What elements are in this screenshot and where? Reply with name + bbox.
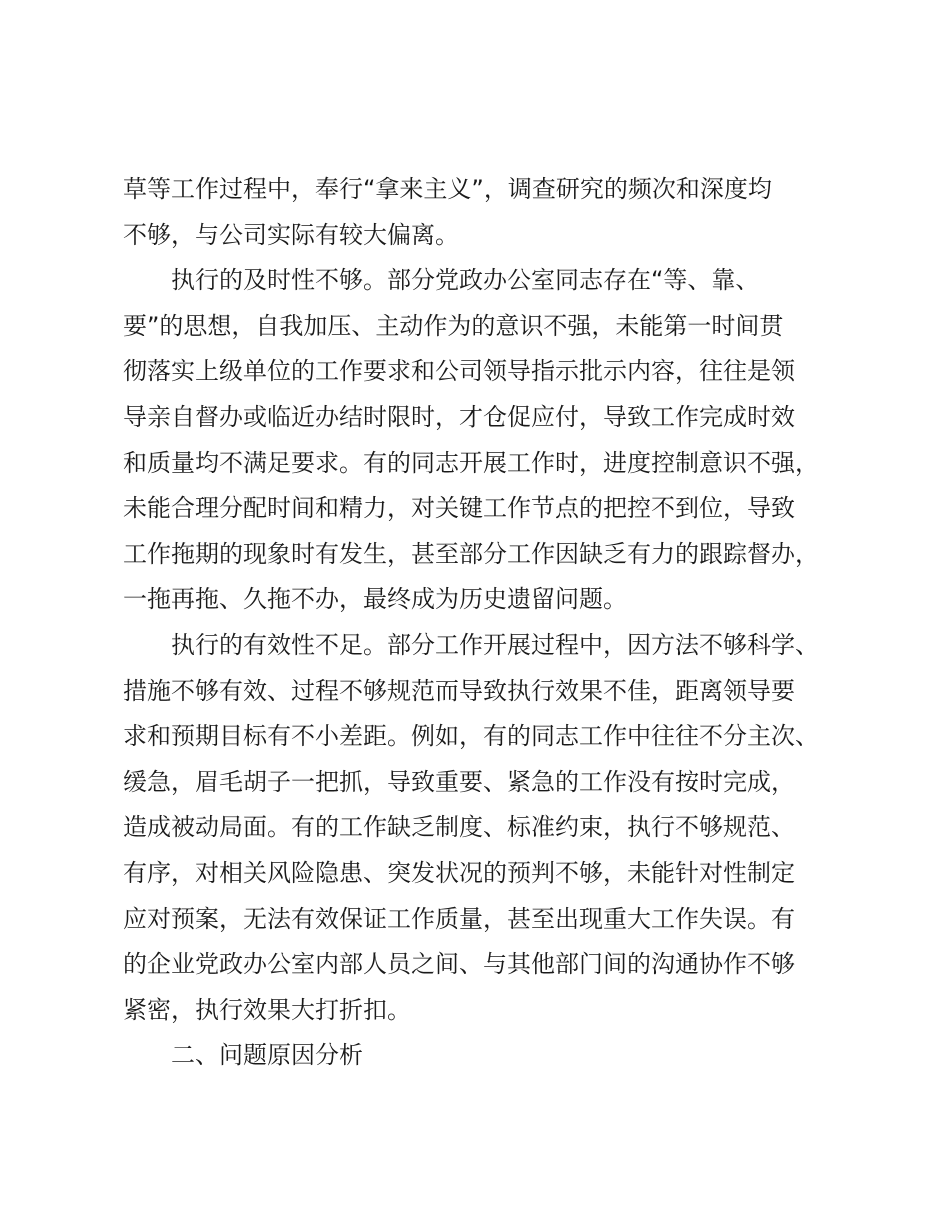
text-line: 草等工作过程中，奉行“拿来主义”，调查研究的频次和深度均 bbox=[123, 175, 772, 203]
text-line: 要”的思想，自我加压、主动作为的意识不强，未能第一时间贯 bbox=[123, 311, 784, 340]
text-line: 缓急，眉毛胡子一把抓，导致重要、紧急的工作没有按时完成， bbox=[123, 767, 795, 796]
text-line: 的企业党政办公室内部人员之间、与其他部门间的沟通协作不够 bbox=[123, 950, 795, 979]
text-line: 彻落实上级单位的工作要求和公司领导指示批示内容，往往是领 bbox=[123, 357, 795, 386]
text-line: 求和预期目标有不小差距。例如，有的同志工作中往往不分主次、 bbox=[123, 722, 819, 751]
text-line: 有序，对相关风险隐患、突发状况的预判不够，未能针对性制定 bbox=[123, 858, 795, 887]
text-line: 不够，与公司实际有较大偏离。 bbox=[123, 220, 459, 249]
text-line: 造成被动局面。有的工作缺乏制度、标准约束，执行不够规范、 bbox=[123, 813, 795, 842]
text-line: 导亲自督办或临近办结时限时，才仓促应付，导致工作完成时效 bbox=[123, 402, 795, 431]
text-line: 紧密，执行效果大打折扣。 bbox=[123, 995, 411, 1024]
paragraph bbox=[123, 623, 843, 1033]
text-line: 执行的有效性不足。部分工作开展过程中，因方法不够科学、 bbox=[171, 630, 819, 659]
text-line: 和质量均不满足要求。有的同志开展工作时，进度控制意识不强， bbox=[123, 448, 819, 477]
paragraph bbox=[123, 258, 843, 623]
text-line: 工作拖期的现象时有发生，甚至部分工作因缺乏有力的跟踪督办， bbox=[123, 539, 819, 568]
text-line: 应对预案，无法有效保证工作质量，甚至出现重大工作失误。有 bbox=[123, 904, 795, 933]
text-line: 未能合理分配时间和精力，对关键工作节点的把控不到位，导致 bbox=[123, 494, 795, 523]
text-line: 执行的及时性不够。部分党政办公室同志存在“等、靠、 bbox=[171, 266, 760, 295]
text-line: 措施不够有效、过程不够规范而导致执行效果不佳，距离领导要 bbox=[123, 676, 795, 705]
text-line: 二、问题原因分析 bbox=[171, 1041, 363, 1070]
paragraph bbox=[123, 1033, 843, 1079]
paragraph bbox=[123, 167, 843, 258]
document-body bbox=[123, 167, 843, 1079]
text-line: 一拖再拖、久拖不办，最终成为历史遗留问题。 bbox=[123, 585, 627, 614]
